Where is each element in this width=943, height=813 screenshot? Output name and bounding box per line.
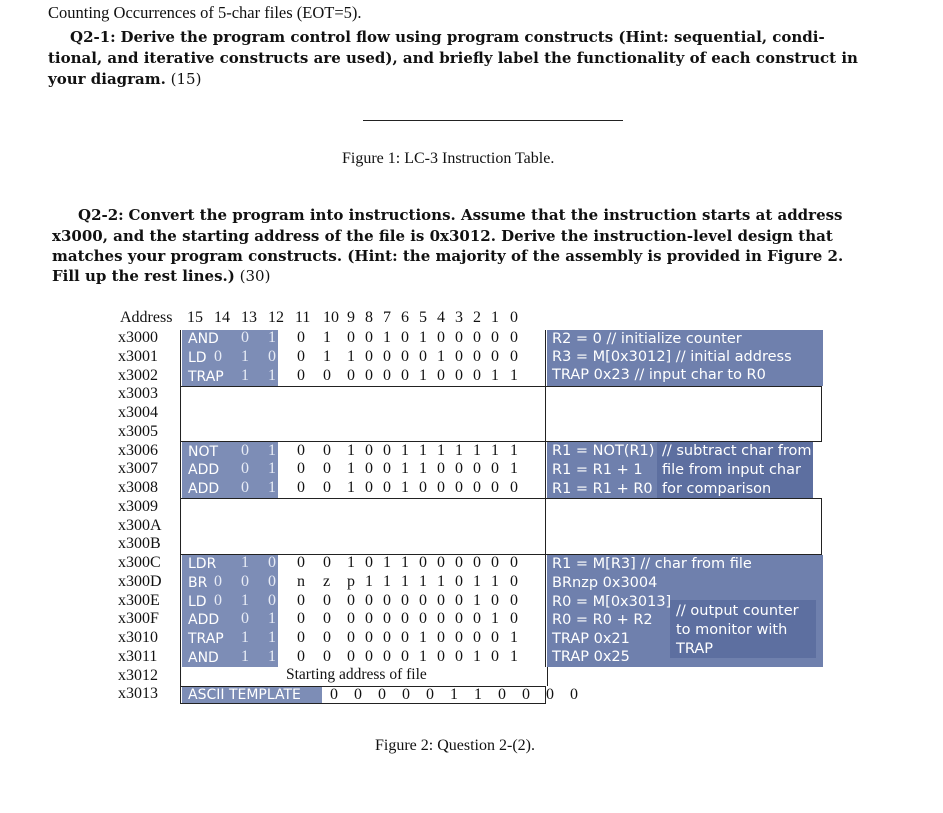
- bit-x3010-6: 0: [347, 629, 355, 646]
- bit-x3001-7: 0: [365, 347, 373, 365]
- bit-x300C-3: 0: [268, 554, 276, 571]
- bit-x3001-12: 0: [455, 347, 463, 365]
- bit-x3008-14: 0: [491, 479, 499, 496]
- bit-x3001-9: 0: [401, 347, 409, 365]
- bit-x3008-2: 0: [241, 479, 249, 496]
- bit-x3010-15: 1: [510, 629, 518, 646]
- bit-x300D-12: 0: [455, 572, 463, 590]
- bit-x300E-9: 0: [401, 591, 409, 609]
- bit-header-10: 10: [323, 309, 339, 326]
- bit-x3008-8: 0: [383, 479, 391, 496]
- bit-x3002-7: 0: [365, 366, 373, 384]
- comment-x3011: TRAP 0x25: [552, 649, 630, 665]
- bit-header-0: 0: [510, 309, 518, 326]
- bit-x300C-10: 0: [419, 554, 427, 571]
- bit-x300E-7: 0: [365, 591, 373, 609]
- bit-x3006-3: 1: [268, 441, 276, 459]
- bit-x3007-8: 0: [383, 460, 391, 478]
- bit-x300F-13: 0: [473, 610, 481, 628]
- bit-x300D-4: n: [297, 572, 305, 590]
- bit-x3000-14: 0: [491, 329, 499, 346]
- bit-x3010-13: 0: [473, 629, 481, 646]
- bit-x3001-10: 0: [419, 347, 427, 365]
- bit-x3001-11: 1: [437, 347, 445, 365]
- bit-x3007-12: 0: [455, 460, 463, 478]
- address-x3002: x3002: [118, 366, 158, 384]
- compare-comment-1: // subtract char from: [662, 443, 812, 459]
- bit-x3007-2: 0: [241, 460, 249, 478]
- bit-x3011-8: 0: [383, 647, 391, 665]
- bit-x3008-12: 0: [455, 479, 463, 496]
- bit-header-11: 11: [295, 309, 311, 326]
- q22-line2: x3000, and the starting address of the file is 0x3012. Derive the instruction-level design that: [52, 227, 833, 245]
- figure2-caption: Figure 2: Question 2-(2).: [375, 737, 535, 754]
- bit-x3000-9: 0: [401, 329, 409, 346]
- bit-x3007-15: 1: [510, 460, 518, 478]
- opcode-x3007: ADD: [188, 462, 220, 479]
- bit-x3007-11: 0: [437, 460, 445, 478]
- bit-x3002-5: 0: [323, 366, 331, 384]
- q22-text1: Convert the program into instructions. Assume that the instruction starts at address: [128, 206, 843, 224]
- bit-x3011-14: 0: [491, 647, 499, 665]
- bit-x3007-13: 0: [473, 460, 481, 478]
- bit-x3010-8: 0: [383, 629, 391, 646]
- q22-line3: matches your program constructs. (Hint: the majority of the assembly is provided in Figure 2.: [52, 247, 844, 265]
- bit-x3000-2: 0: [241, 329, 249, 346]
- bit-header-15: 15: [187, 309, 203, 326]
- bit-x300F-4: 0: [297, 610, 305, 628]
- bit-header-13: 13: [241, 309, 257, 326]
- comment-x3006: R1 = NOT(R1): [552, 443, 655, 459]
- bit-x300D-2: 0: [241, 572, 249, 590]
- bit-x3007-10: 1: [419, 460, 427, 478]
- bit-x3001-8: 0: [383, 347, 391, 365]
- bit-x3006-14: 1: [491, 441, 499, 459]
- address-x300F: x300F: [118, 610, 159, 628]
- bit-x300C-8: 1: [383, 554, 391, 571]
- bit-x3002-12: 0: [455, 366, 463, 384]
- q22-label: Q2-2:: [78, 206, 124, 224]
- address-x3010: x3010: [118, 629, 158, 646]
- bit-x3002-11: 0: [437, 366, 445, 384]
- bit-x300C-9: 1: [401, 554, 409, 571]
- bit-x3001-6: 1: [347, 347, 355, 365]
- bit-x300E-13: 1: [473, 591, 481, 609]
- bit-x3011-2: 1: [241, 647, 249, 665]
- address-x300D: x300D: [118, 572, 162, 590]
- bit-x3006-15: 1: [510, 441, 518, 459]
- bit-x300C-13: 0: [473, 554, 481, 571]
- bit-x300C-15: 0: [510, 554, 518, 571]
- address-x3007: x3007: [118, 460, 158, 478]
- bit-x300F-10: 0: [419, 610, 427, 628]
- bit-x300E-15: 0: [510, 591, 518, 609]
- address-x3003: x3003: [118, 385, 158, 403]
- comment-x3000: R2 = 0 // initialize counter: [552, 331, 742, 347]
- opcode-x300F: ADD: [188, 612, 220, 629]
- bit-x3000-8: 1: [383, 329, 391, 346]
- bit-x300D-13: 1: [473, 572, 481, 590]
- q21-line2: tional, and iterative constructs are used), and briefly label the functionality of each construct in: [48, 49, 858, 67]
- bit-x3000-12: 0: [455, 329, 463, 346]
- bit-x300F-8: 0: [383, 610, 391, 628]
- bit-x3006-4: 0: [297, 441, 305, 459]
- opcode-x3008: ADD: [188, 481, 220, 497]
- bit-x300F-9: 0: [401, 610, 409, 628]
- bit-x3011-5: 0: [323, 647, 331, 665]
- bit-x3006-9: 1: [401, 441, 409, 459]
- bit-x300D-14: 1: [491, 572, 499, 590]
- bit-x3006-8: 0: [383, 441, 391, 459]
- bit-header-5: 5: [419, 309, 427, 326]
- q22-points: (30): [239, 267, 271, 285]
- bit-header-6: 6: [401, 309, 409, 326]
- address-x3013: x3013: [118, 685, 158, 703]
- comment-x3001: R3 = M[0x3012] // initial address: [552, 349, 792, 365]
- address-x3012: x3012: [118, 666, 158, 684]
- bit-x300D-5: z: [323, 572, 331, 590]
- bit-x3000-15: 0: [510, 329, 518, 346]
- bit-x3000-10: 1: [419, 329, 427, 346]
- bit-x3000-7: 0: [365, 329, 373, 346]
- bit-x300E-3: 0: [268, 591, 276, 609]
- opcode-x3006: NOT: [188, 443, 219, 460]
- comment-x3002: TRAP 0x23 // input char to R0: [552, 367, 766, 383]
- bit-x3008-5: 0: [323, 479, 331, 496]
- q21-label: Q2-1:: [70, 28, 116, 46]
- bit-x3010-7: 0: [365, 629, 373, 646]
- bit-x300C-4: 0: [297, 554, 305, 571]
- bit-x3010-4: 0: [297, 629, 305, 646]
- bit-x3011-6: 0: [347, 647, 355, 665]
- bit-x3002-13: 0: [473, 366, 481, 384]
- bit-x3011-4: 0: [297, 647, 305, 665]
- bit-x3006-7: 0: [365, 441, 373, 459]
- output-comment-3: TRAP: [676, 641, 714, 657]
- bit-x300C-2: 1: [241, 554, 249, 571]
- bit-x3011-10: 1: [419, 647, 427, 665]
- bit-x300E-5: 0: [323, 591, 331, 609]
- bit-x3002-6: 0: [347, 366, 355, 384]
- address-x300E: x300E: [118, 591, 160, 609]
- bit-header-7: 7: [383, 309, 391, 326]
- opcode-x300C: LDR: [188, 556, 217, 572]
- bit-x3001-15: 0: [510, 347, 518, 365]
- bit-x3002-14: 1: [491, 366, 499, 384]
- bit-x300C-14: 0: [491, 554, 499, 571]
- bit-x3007-6: 1: [347, 460, 355, 478]
- bit-x3010-9: 0: [401, 629, 409, 646]
- bit-x3000-6: 0: [347, 329, 355, 346]
- bit-x3006-12: 1: [455, 441, 463, 459]
- bit-x300F-5: 0: [323, 610, 331, 628]
- bit-header-2: 2: [473, 309, 481, 326]
- bit-x3001-13: 0: [473, 347, 481, 365]
- bit-x3002-15: 1: [510, 366, 518, 384]
- bit-x300D-15: 0: [510, 572, 518, 590]
- bit-x3010-2: 1: [241, 629, 249, 646]
- address-x3008: x3008: [118, 479, 158, 496]
- bit-x300F-11: 0: [437, 610, 445, 628]
- bit-x3006-5: 0: [323, 441, 331, 459]
- bit-x300E-6: 0: [347, 591, 355, 609]
- bit-x300D-10: 1: [419, 572, 427, 590]
- q22-text4: Fill up the rest lines.): [52, 267, 235, 285]
- bit-x3008-4: 0: [297, 479, 305, 496]
- bit-x3011-12: 0: [455, 647, 463, 665]
- bit-x3000-3: 1: [268, 329, 276, 346]
- bit-header-12: 12: [268, 309, 284, 326]
- bit-x3011-9: 0: [401, 647, 409, 665]
- compare-comment-3: for comparison: [662, 481, 772, 497]
- address-header: Address: [120, 309, 173, 326]
- bit-x3008-10: 0: [419, 479, 427, 496]
- start-file-label: Starting address of file: [286, 666, 427, 683]
- bit-x300D-3: 0: [268, 572, 276, 590]
- bit-x3010-12: 0: [455, 629, 463, 646]
- ascii-template-label: ASCII TEMPLATE: [188, 687, 301, 703]
- compare-comment-2: file from input char: [662, 462, 801, 478]
- address-x3005: x3005: [118, 422, 158, 440]
- bit-x3011-3: 1: [268, 647, 276, 665]
- bit-header-8: 8: [365, 309, 373, 326]
- opcode-x3000: AND: [188, 331, 219, 347]
- bit-x3006-10: 1: [419, 441, 427, 459]
- q21-text1: Derive the program control flow using program constructs (Hint: sequential, condi-: [120, 28, 825, 46]
- bit-x3010-5: 0: [323, 629, 331, 646]
- comment-x3008: R1 = R1 + R0: [552, 481, 653, 497]
- bit-x300C-5: 0: [323, 554, 331, 571]
- bit-x3006-11: 1: [437, 441, 445, 459]
- bit-header-4: 4: [437, 309, 445, 326]
- comment-x3010: TRAP 0x21: [552, 631, 630, 647]
- bit-x3002-9: 0: [401, 366, 409, 384]
- bit-x3001-2: 1: [241, 347, 249, 365]
- bit-x3000-13: 0: [473, 329, 481, 346]
- q21-text3: your diagram.: [48, 70, 166, 88]
- bit-x3001-3: 0: [268, 347, 276, 365]
- bit-header-14: 14: [214, 309, 230, 326]
- bit-x300F-12: 0: [455, 610, 463, 628]
- comment-x300C: R1 = M[R3] // char from file: [552, 556, 752, 572]
- bit-x300D-9: 1: [401, 572, 409, 590]
- bit-x3002-3: 1: [268, 366, 276, 384]
- comment-x3007: R1 = R1 + 1: [552, 462, 643, 478]
- bit-x300F-2: 0: [241, 610, 249, 628]
- address-x300A: x300A: [118, 516, 162, 534]
- bit-x3008-13: 0: [473, 479, 481, 496]
- opcode-x3002: TRAP: [188, 368, 224, 385]
- bit-x3011-15: 1: [510, 647, 518, 665]
- address-x3011: x3011: [118, 647, 158, 665]
- bit-x3002-10: 1: [419, 366, 427, 384]
- bit-x3001-4: 0: [297, 347, 305, 365]
- output-comment-2: to monitor with: [676, 622, 788, 638]
- bit-x3000-5: 1: [323, 329, 331, 346]
- bit-x3008-11: 0: [437, 479, 445, 496]
- bit-x3001-14: 0: [491, 347, 499, 365]
- address-x3006: x3006: [118, 441, 158, 459]
- bit-x3010-14: 0: [491, 629, 499, 646]
- comment-x300F: R0 = R0 + R2: [552, 612, 653, 628]
- bit-x300C-6: 1: [347, 554, 355, 571]
- bit-header-3: 3: [455, 309, 463, 326]
- bit-x3002-8: 0: [383, 366, 391, 384]
- section-title: Counting Occurrences of 5-char files (EOT=5).: [48, 3, 362, 22]
- bit-x3006-13: 1: [473, 441, 481, 459]
- bit-x300D-11: 1: [437, 572, 445, 590]
- opcode-x3001: LD: [188, 349, 207, 366]
- bit-x300F-14: 1: [491, 610, 499, 628]
- bit-x300F-3: 1: [268, 610, 276, 628]
- bit-x3008-15: 0: [510, 479, 518, 496]
- bit-x3011-13: 1: [473, 647, 481, 665]
- bit-x3006-2: 0: [241, 441, 249, 459]
- bit-x300C-7: 0: [365, 554, 373, 571]
- comment-x300E: R0 = M[0x3013]: [552, 594, 672, 610]
- bit-x3001-1: 0: [214, 347, 222, 365]
- figure1-caption: Figure 1: LC-3 Instruction Table.: [342, 150, 555, 167]
- bit-x300C-11: 0: [437, 554, 445, 571]
- opcode-x300E: LD: [188, 593, 207, 610]
- address-x3004: x3004: [118, 404, 158, 421]
- bit-x3007-7: 0: [365, 460, 373, 478]
- bit-x300D-1: 0: [214, 572, 222, 590]
- bit-x300E-1: 0: [214, 591, 222, 609]
- output-comment-1: // output counter: [676, 603, 799, 619]
- bit-x3010-11: 0: [437, 629, 445, 646]
- q21-points: (15): [170, 70, 202, 88]
- bit-header-9: 9: [347, 309, 355, 326]
- bit-x3008-6: 1: [347, 479, 355, 496]
- bit-x300D-6: p: [347, 572, 355, 590]
- bit-x3007-3: 1: [268, 460, 276, 478]
- bit-x3011-11: 0: [437, 647, 445, 665]
- bit-x300F-7: 0: [365, 610, 373, 628]
- bit-x300E-8: 0: [383, 591, 391, 609]
- bit-x3007-5: 0: [323, 460, 331, 478]
- opcode-x3011: AND: [188, 649, 219, 666]
- opcode-x3010: TRAP: [188, 631, 224, 647]
- bit-x300C-12: 0: [455, 554, 463, 571]
- address-x300B: x300B: [118, 535, 161, 553]
- address-x3000: x3000: [118, 329, 158, 346]
- bit-x3007-9: 1: [401, 460, 409, 478]
- bit-x3007-4: 0: [297, 460, 305, 478]
- bit-x3002-4: 0: [297, 366, 305, 384]
- bit-x3007-14: 0: [491, 460, 499, 478]
- bit-x3008-9: 1: [401, 479, 409, 496]
- bit-x300E-12: 0: [455, 591, 463, 609]
- ascii-bits: 0 0 0 0 0 1 1 0 0 0 0: [330, 686, 584, 703]
- bit-x300D-8: 1: [383, 572, 391, 590]
- bit-x300E-10: 0: [419, 591, 427, 609]
- opcode-x300D: BR: [188, 574, 208, 591]
- bit-x300D-7: 1: [365, 572, 373, 590]
- bit-x3001-5: 1: [323, 347, 331, 365]
- bit-x3008-3: 1: [268, 479, 276, 496]
- bit-header-1: 1: [491, 309, 499, 326]
- bit-x3002-2: 1: [241, 366, 249, 384]
- bit-x300F-6: 0: [347, 610, 355, 628]
- address-x300C: x300C: [118, 554, 161, 571]
- bit-x3000-11: 0: [437, 329, 445, 346]
- bit-x300E-4: 0: [297, 591, 305, 609]
- bit-x300F-15: 0: [510, 610, 518, 628]
- bit-x3008-7: 0: [365, 479, 373, 496]
- bit-x300E-14: 0: [491, 591, 499, 609]
- address-x3009: x3009: [118, 497, 158, 515]
- bit-x3000-4: 0: [297, 329, 305, 346]
- bit-x3006-6: 1: [347, 441, 355, 459]
- bit-x300E-2: 1: [241, 591, 249, 609]
- bit-x3011-7: 0: [365, 647, 373, 665]
- bit-x3010-10: 1: [419, 629, 427, 646]
- comment-x300D: BRnzp 0x3004: [552, 575, 658, 591]
- address-x3001: x3001: [118, 347, 158, 365]
- bit-x3010-3: 1: [268, 629, 276, 646]
- bit-x300E-11: 0: [437, 591, 445, 609]
